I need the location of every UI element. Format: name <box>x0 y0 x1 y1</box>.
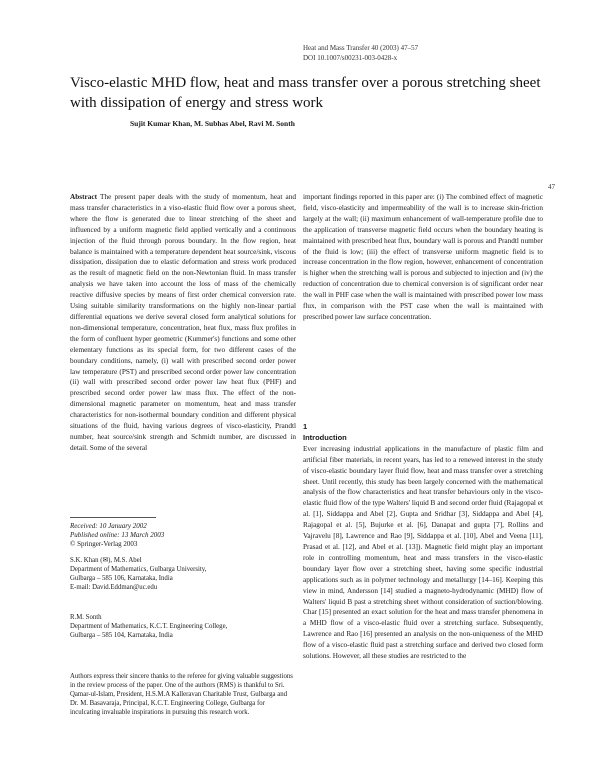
footnote-rule <box>70 517 156 518</box>
paper-title: Visco-elastic MHD flow, heat and mass transfer over a porous stretching sheet with dissipation of energy and stress work <box>70 75 541 111</box>
journal-citation: Heat and Mass Transfer 40 (2003) 47–57 <box>303 44 419 52</box>
doi: DOI 10.1007/s00231-003-0428-x <box>303 54 398 62</box>
affiliation-1-names: S.K. Khan (✉), M.S. Abel <box>70 557 142 564</box>
dates-block <box>70 522 296 549</box>
section-number: 1 <box>303 422 308 431</box>
affiliation-2-city: Gulbarga – 585 104, Karnataka, India <box>70 632 173 639</box>
section-title: Introduction <box>303 432 347 442</box>
affiliation-1-dept: Department of Mathematics, Gulbarga University, <box>70 566 207 573</box>
abstract <box>70 192 296 454</box>
abstract-label: Abstract <box>70 193 97 201</box>
affiliation-2-names: R.M. Sonth <box>70 614 102 621</box>
journal-header <box>303 43 418 63</box>
published-date: Published online: 13 March 2003 <box>70 531 165 539</box>
page-number: 47 <box>548 183 555 191</box>
copyright: © Springer-Verlag 2003 <box>70 540 138 548</box>
abstract-continued-column <box>303 192 543 323</box>
affiliation-1-email: E-mail: David.Eddman@uc.edu <box>70 584 158 591</box>
introduction-text: Ever increasing industrial applications in the manufacture of plastic film and artificial fiber materials, in recent years, has led to a renewed interest in the study of visco-elastic boundary layer fluid flow, heat and mass transfer over a stretching sheet. Until recently, this study has been largely concerned with the mathematical analysis of the flow characteristics and heat transfer behaviours only in the visco-elastic fluid flow of the type Walters' liquid B and second order fluid (Rajagopal et al. [1], Siddappa and Abel [2], Gupta and Sridhar [3], Siddappa and Abel [4], Rajagopal et al. [5], Bujurke et al. [6], Danapat and gupta [7], Rollins and Vajravelu [8], Lawrence and Rao [9], Siddappa et al. [10], Abel and Veena [11], Prasad et al. [12], and Abel et al. [13]). Magnetic field might play an important role in controlling momentum, heat and mass transfers in the visco-elastic boundary layer flow over a stretching sheet, having some specific industrial applications such as in polymer technology and metallurgy [14–16]. Keeping this view in mind, Andersson [14] studied a magneto-hydrodynamic (MHD) flow of Walters' liquid B past a stretching sheet without consideration of suction/blowing. Char [15] presented an exact solution for the heat and mass transfer phenomena in a MHD flow of a visco-elastic fluid over a stretching surface. Subsequently, Lawrence and Rao [16] presented an analysis on the non-uniqueness of the MHD flow of a visco-elastic fluid past a stretching surface and derived two closed form solutions. However, all these studies are restricted to the <box>303 444 543 661</box>
abstract-text: The present paper deals with the study of momentum, heat and mass transfer characteristics in a viso-elastic fluid flow over a porous sheet, where the flow is generated due to linear stretching of the sheet and influenced by a uniform magnetic field applied vertically and a continuous injection of the fluid through porous boundary. In the flow region, heat balance is maintained with a temperature dependent heat source/sink, viscous dissipation, dissipation due to elastic deformation and stress work produced as the result of magnetic field on the non-Newtonian fluid. In mass transfer analysis we have taken into account the loss of mass of the chemically reactive diffusive species by means of first order chemical conversion rate. Using suitable similarity transformations on the highly non-linear partial differential equations we derive several closed form analytical solutions for non-dimensional temperature, concentration, heat flux, mass flux profiles in the form of confluent hyper geometric (Kummer's) functions and some other elementary functions as its special form, for two different cases of the boundary conditions, namely, (i) wall with prescribed second order power law temperature (PST) and prescribed second order power law concentration (ii) wall with prescribed second order power law heat flux (PHF) and prescribed second order power law mass flux. The effect of the non-dimensional magnetic parameter on momentum, heat and mass transfer characteristics for non-isothermal boundary condition and different physical situations of the fluid, having various degrees of visco-elasticity, Prandtl number, heat source/sink strength and Schmidt number, are discussed in detail. Some of the several <box>70 193 296 452</box>
abstract-column <box>70 192 296 454</box>
acknowledgement: Authors express their sincere thanks to the referee for giving valuable suggestions in the review process of the paper. One of the authors (RMS) is thankful to Sri. Qamar-ul-Islam, President, H.S.M.A Kalleravan Charitable Trust, Gulbarga and Dr. M. Basavaraja, Principal, K.C.T. Engineering College, Gulbarga for inculcating invaluable inspirations in pursuing this research work. <box>70 673 293 716</box>
affiliation-2 <box>70 613 296 640</box>
authors: Sujit Kumar Khan, M. Subhas Abel, Ravi M. Sonth <box>130 119 295 128</box>
received-date: Received: 10 January 2002 <box>70 522 147 530</box>
introduction-section <box>303 422 543 662</box>
affiliation-1 <box>70 556 296 592</box>
affiliation-2-dept: Department of Mathematics, K.C.T. Engineering College, <box>70 623 228 630</box>
abstract-continued: important findings reported in this paper are: (i) The combined effect of magnetic field, visco-elasticity and impermeability of the wall is to increase skin-friction largely at the wall; (ii) maximum enhancement of wall-temperature profile due to the application of transverse magnetic field occurs when the boundary heating is maintained with prescribed heat flux, boundary wall is porous and Prandtl number of the fluid is low; (iii) the effect of transverse uniform magnetic field is to increase concentration in the flow region, however, enhancement of concentration is higher when the stretching wall is porous and subjected to injection and (iv) the reduction of concentration due to chemical conversion is of significant order near the wall in PHF case when the wall is maintained with prescribed power low mass flux, in comparison with the PST case when the wall is maintained with prescribed power law surface concentration. <box>303 193 543 321</box>
affiliation-1-city: Gulbarga – 585 106, Karnataka, India <box>70 575 173 582</box>
